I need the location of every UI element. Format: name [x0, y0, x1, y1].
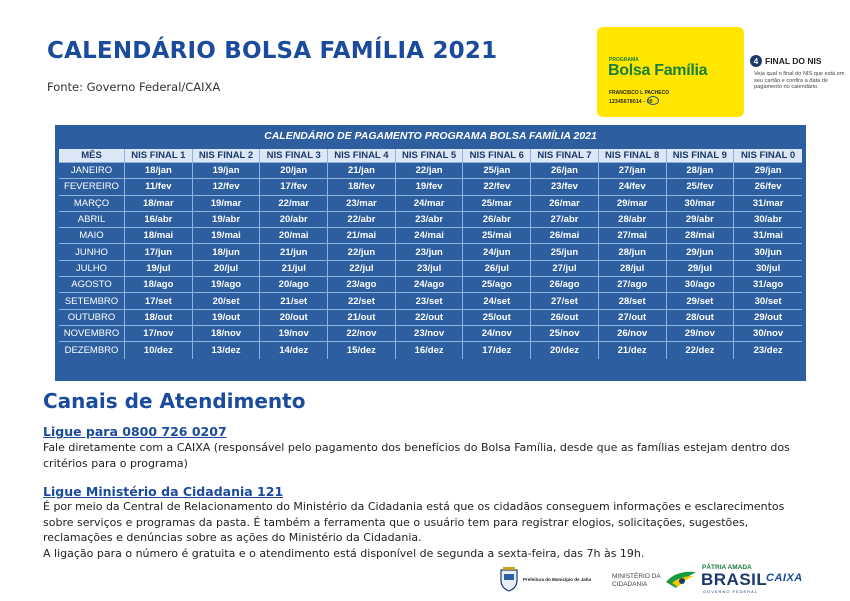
- calendar-table: [59, 149, 802, 359]
- payment-date-cell: 23/set: [396, 293, 464, 309]
- nis-note-description: Veja qual o final do NIS que está em seu cartão e confira a data de pagamento no calendário.: [754, 71, 845, 91]
- payment-date-cell: 19/nov: [260, 326, 328, 342]
- payment-date-cell: 20/mai: [260, 228, 328, 244]
- brasil-flag-icon: [664, 568, 698, 590]
- payment-date-cell: 28/set: [599, 293, 667, 309]
- payment-date-cell: 24/nov: [463, 326, 531, 342]
- payment-date-cell: 19/mar: [193, 196, 261, 212]
- payment-date-cell: 27/out: [599, 310, 667, 326]
- payment-date-cell: 25/jan: [463, 163, 531, 179]
- source-caption: Fonte: Governo Federal/CAIXA: [47, 80, 221, 94]
- payment-date-cell: 11/fev: [125, 179, 193, 195]
- payment-date-cell: 27/abr: [531, 212, 599, 228]
- payment-date-cell: 21/out: [328, 310, 396, 326]
- nis-badge-icon: 4: [750, 55, 762, 67]
- calendar-row: [59, 326, 802, 342]
- payment-date-cell: 20/abr: [260, 212, 328, 228]
- payment-date-cell: 26/ago: [531, 277, 599, 293]
- payment-date-cell: 24/mar: [396, 196, 464, 212]
- payment-date-cell: 17/dez: [463, 342, 531, 358]
- calendar-row: [59, 212, 802, 228]
- calendar-row: [59, 277, 802, 293]
- payment-date-cell: 26/mai: [531, 228, 599, 244]
- ministry-hours-text: A ligação para o número é gratuita e o atendimento está disponível de segunda a sexta-feira, das 7h às 19h.: [43, 546, 645, 560]
- month-cell: JANEIRO: [59, 163, 125, 179]
- calendar-row: [59, 342, 802, 358]
- payment-date-cell: 19/out: [193, 310, 261, 326]
- payment-date-cell: 22/jul: [328, 261, 396, 277]
- payment-date-cell: 26/out: [531, 310, 599, 326]
- patria-amada-label: PÁTRIA AMADA: [702, 564, 752, 571]
- payment-date-cell: 20/jan: [260, 163, 328, 179]
- payment-date-cell: 28/abr: [599, 212, 667, 228]
- month-cell: SETEMBRO: [59, 293, 125, 309]
- payment-date-cell: 18/jan: [125, 163, 193, 179]
- payment-date-cell: 22/nov: [328, 326, 396, 342]
- payment-date-cell: 16/abr: [125, 212, 193, 228]
- payment-date-cell: 29/abr: [667, 212, 735, 228]
- payment-date-cell: 30/abr: [734, 212, 802, 228]
- payment-date-cell: 19/jul: [125, 261, 193, 277]
- brasil-label: BRASIL: [701, 570, 768, 589]
- payment-date-cell: 21/jul: [260, 261, 328, 277]
- ministerio-line1: MINISTÉRIO DA: [612, 573, 661, 580]
- month-cell: MAIO: [59, 228, 125, 244]
- payment-date-cell: 23/nov: [396, 326, 464, 342]
- payment-date-cell: 17/nov: [125, 326, 193, 342]
- city-crest-icon: [498, 566, 520, 592]
- payment-date-cell: 18/ago: [125, 277, 193, 293]
- payment-date-cell: 22/jun: [328, 244, 396, 260]
- channels-section-title: Canais de Atendimento: [43, 389, 306, 413]
- payment-date-cell: 30/nov: [734, 326, 802, 342]
- payment-date-cell: 22/abr: [328, 212, 396, 228]
- payment-date-cell: 18/fev: [328, 179, 396, 195]
- payment-date-cell: 28/jan: [667, 163, 735, 179]
- payment-date-cell: 10/dez: [125, 342, 193, 358]
- nis-column-header: NIS FINAL 7: [531, 149, 599, 163]
- payment-date-cell: 24/ago: [396, 277, 464, 293]
- payment-date-cell: 25/mar: [463, 196, 531, 212]
- nis-column-header: NIS FINAL 9: [667, 149, 735, 163]
- payment-date-cell: 29/set: [667, 293, 735, 309]
- payment-date-cell: 18/nov: [193, 326, 261, 342]
- payment-date-cell: 18/mai: [125, 228, 193, 244]
- month-cell: JUNHO: [59, 244, 125, 260]
- payment-date-cell: 29/jun: [667, 244, 735, 260]
- nis-column-header: NIS FINAL 2: [193, 149, 261, 163]
- payment-date-cell: 20/set: [193, 293, 261, 309]
- calendar-row: [59, 244, 802, 260]
- payment-date-cell: 22/mar: [260, 196, 328, 212]
- payment-date-cell: 21/jun: [260, 244, 328, 260]
- calendar-row: [59, 310, 802, 326]
- payment-date-cell: 15/dez: [328, 342, 396, 358]
- payment-date-cell: 23/ago: [328, 277, 396, 293]
- payment-date-cell: 21/jan: [328, 163, 396, 179]
- payment-date-cell: 26/mar: [531, 196, 599, 212]
- card-program-caption: PROGRAMA: [609, 57, 639, 63]
- calendar-row: [59, 228, 802, 244]
- month-cell: ABRIL: [59, 212, 125, 228]
- month-cell: AGOSTO: [59, 277, 125, 293]
- nis-note: [750, 55, 845, 91]
- payment-date-cell: 30/mar: [667, 196, 735, 212]
- ministerio-logo: [612, 573, 661, 589]
- payment-date-cell: 22/jan: [396, 163, 464, 179]
- payment-date-cell: 30/ago: [667, 277, 735, 293]
- payment-date-cell: 24/fev: [599, 179, 667, 195]
- payment-date-cell: 18/out: [125, 310, 193, 326]
- payment-date-cell: 26/jul: [463, 261, 531, 277]
- payment-date-cell: 17/set: [125, 293, 193, 309]
- payment-date-cell: 19/mai: [193, 228, 261, 244]
- payment-date-cell: 18/mar: [125, 196, 193, 212]
- payment-date-cell: 23/abr: [396, 212, 464, 228]
- calendar-header-row: [59, 149, 802, 163]
- payment-date-cell: 17/jun: [125, 244, 193, 260]
- payment-date-cell: 25/mai: [463, 228, 531, 244]
- payment-date-cell: 22/out: [396, 310, 464, 326]
- payment-date-cell: 28/jun: [599, 244, 667, 260]
- payment-date-cell: 21/mai: [328, 228, 396, 244]
- payment-date-cell: 30/jun: [734, 244, 802, 260]
- payment-date-cell: 30/set: [734, 293, 802, 309]
- month-cell: JULHO: [59, 261, 125, 277]
- payment-date-cell: 27/ago: [599, 277, 667, 293]
- nis-column-header: NIS FINAL 5: [396, 149, 464, 163]
- payment-date-cell: 26/jan: [531, 163, 599, 179]
- month-cell: DEZEMBRO: [59, 342, 125, 358]
- ministry-phone-heading[interactable]: Ligue Ministério da Cidadania 121: [43, 484, 284, 499]
- payment-date-cell: 28/jul: [599, 261, 667, 277]
- caixa-logo: CAIXA: [766, 572, 803, 584]
- page-title: CALENDÁRIO BOLSA FAMÍLIA 2021: [47, 38, 498, 64]
- payment-date-cell: 23/fev: [531, 179, 599, 195]
- card-nis-number: 12345678014 - 00: [609, 99, 653, 105]
- payment-date-cell: 12/fev: [193, 179, 261, 195]
- payment-calendar: [55, 125, 806, 381]
- payment-date-cell: 23/jul: [396, 261, 464, 277]
- calendar-row: [59, 293, 802, 309]
- payment-date-cell: 21/dez: [599, 342, 667, 358]
- nis-column-header: NIS FINAL 4: [328, 149, 396, 163]
- payment-date-cell: 31/mai: [734, 228, 802, 244]
- month-cell: MARÇO: [59, 196, 125, 212]
- payment-date-cell: 29/nov: [667, 326, 735, 342]
- payment-date-cell: 27/jan: [599, 163, 667, 179]
- payment-date-cell: 17/fev: [260, 179, 328, 195]
- calendar-row: [59, 261, 802, 277]
- calendar-row: [59, 179, 802, 195]
- payment-date-cell: 23/dez: [753, 344, 783, 356]
- payment-date-cell: 20/out: [260, 310, 328, 326]
- payment-date-cell: 22/dez: [667, 342, 735, 358]
- payment-date-cell: 19/abr: [193, 212, 261, 228]
- payment-date-cell: 22/set: [328, 293, 396, 309]
- payment-date-cell: 29/mar: [599, 196, 667, 212]
- payment-date-cell: 25/jun: [531, 244, 599, 260]
- payment-date-cell: 29/jan: [734, 163, 802, 179]
- payment-date-cell: 26/nov: [599, 326, 667, 342]
- payment-date-cell: 26/fev: [734, 179, 802, 195]
- payment-date-cell: 20/jul: [193, 261, 261, 277]
- payment-date-cell: 28/out: [667, 310, 735, 326]
- phone-caixa-heading[interactable]: Ligue para 0800 726 0207: [43, 424, 227, 439]
- payment-date-cell: 20/dez: [531, 342, 599, 358]
- payment-date-cell: 18/jun: [193, 244, 261, 260]
- governo-federal-label: GOVERNO FEDERAL: [703, 589, 759, 594]
- payment-date-cell: 27/jul: [531, 261, 599, 277]
- payment-date-cell: 27/mai: [599, 228, 667, 244]
- card-holder-name: FRANCISCO L PACHECO: [609, 90, 670, 96]
- payment-date-cell: 23/mar: [328, 196, 396, 212]
- nis-column-header: NIS FINAL 1: [125, 149, 193, 163]
- payment-date-cell: 19/ago: [193, 277, 261, 293]
- phone-caixa-text: Fale diretamente com a CAIXA (responsável pelo pagamento dos benefícios do Bolsa Família, desde que as famílias estejam dentro dos critérios para o programa): [43, 441, 790, 470]
- calendar-row: [59, 196, 802, 212]
- ministerio-line2: CIDADANIA: [612, 581, 648, 588]
- payment-date-cell: 19/jan: [193, 163, 261, 179]
- calendar-title: CALENDÁRIO DE PAGAMENTO PROGRAMA BOLSA FAMÍLIA 2021: [264, 130, 597, 142]
- payment-date-cell: 19/fev: [396, 179, 464, 195]
- payment-date-cell: 26/abr: [463, 212, 531, 228]
- month-column-header: MÊS: [59, 149, 125, 163]
- payment-date-cell: 24/set: [463, 293, 531, 309]
- payment-date-cell: 23/jun: [396, 244, 464, 260]
- nis-column-header: NIS FINAL 0: [734, 149, 802, 163]
- nis-note-title: FINAL DO NIS: [765, 56, 822, 66]
- payment-date-cell: 25/ago: [463, 277, 531, 293]
- prefeitura-logo: [498, 566, 591, 592]
- ministry-text: É por meio da Central de Relacionamento do Ministério da Cidadania está que os cidadãos conseguem informações e esclarecimentos sobre serviços e programas da pasta. É também a ferramenta que o usuário tem para registrar elogios, solicitações, sugestões, reclamações e denúncias sobre as ações do Ministério da Cidadania.: [43, 500, 785, 544]
- nis-column-header: NIS FINAL 6: [463, 149, 531, 163]
- payment-date-cell: 31/mar: [734, 196, 802, 212]
- payment-date-cell: 25/fev: [667, 179, 735, 195]
- payment-date-cell: 22/fev: [463, 179, 531, 195]
- payment-date-cell: 21/set: [260, 293, 328, 309]
- card-brand: Bolsa Família: [608, 62, 708, 79]
- month-cell: NOVEMBRO: [59, 326, 125, 342]
- nis-column-header: NIS FINAL 8: [599, 149, 667, 163]
- payment-date-cell: 27/set: [531, 293, 599, 309]
- payment-date-cell: 29/out: [734, 310, 802, 326]
- payment-date-cell: 24/jun: [463, 244, 531, 260]
- nis-column-header: NIS FINAL 3: [260, 149, 328, 163]
- payment-date-cell: 31/ago: [734, 277, 802, 293]
- prefeitura-label: Prefeitura do Município de Jahu: [523, 576, 592, 582]
- bolsa-familia-card-image: [597, 27, 744, 117]
- calendar-row: [59, 163, 802, 179]
- payment-date-cell: 20/ago: [260, 277, 328, 293]
- payment-date-cell: 28/mai: [667, 228, 735, 244]
- payment-date-cell: 14/dez: [260, 342, 328, 358]
- month-cell: FEVEREIRO: [59, 179, 125, 195]
- payment-date-cell: 24/mai: [396, 228, 464, 244]
- ministry-text-block: [43, 499, 813, 561]
- payment-date-cell: 29/jul: [667, 261, 735, 277]
- nis-highlight-circle: [647, 96, 659, 105]
- payment-date-cell: 30/jul: [734, 261, 802, 277]
- footer-logos: [498, 560, 828, 598]
- payment-date-cell: 16/dez: [396, 342, 464, 358]
- month-cell: OUTUBRO: [59, 310, 125, 326]
- payment-date-cell: 25/out: [463, 310, 531, 326]
- payment-date-cell: 13/dez: [193, 342, 261, 358]
- payment-date-cell: 25/nov: [531, 326, 599, 342]
